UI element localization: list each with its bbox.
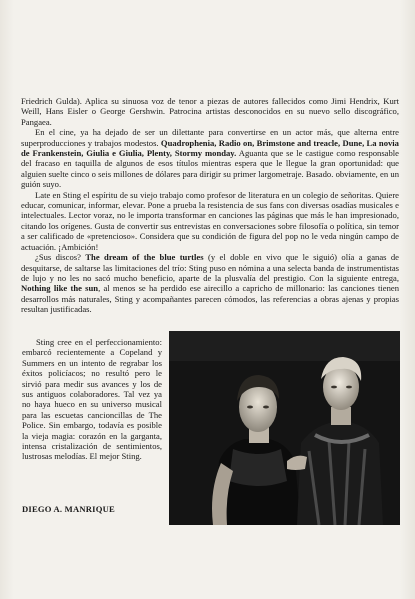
text-run: ¿Sus discos? bbox=[35, 252, 86, 263]
text-run: (y el doble en vivo que le siguió) olía a ganas de desquitarse, de saltarse las limitaciones del trío: Sting puso en nómina a una selecta banda de instrumentistas de lujo y no les no sacó mucho beneficio, aparte de la plusvalía del prestigio. Con la siguiente entrega, bbox=[21, 252, 399, 283]
sting-photograph bbox=[169, 331, 400, 525]
paragraph-4 bbox=[21, 252, 399, 314]
text-run: Late en Sting el espíritu de su viejo trabajo como profesor de literatura en un colegio de señoritas. Quiere educar, comunicar, informar, elevar. Pone a prueba la resistencia de sus fans con diversas osadías musicales e intelectuales. Lector voraz, no le importa transformar en canciones las páginas que más le han impresionado, citando los orígenes. Gusta de convertir sus entrevistas en conversaciones sobre filosofía o política, sin temor a ser calificado de «pretencioso». Considera que su condición de figura del pop no le veda ningún campo de actuación. ¡Ambición! bbox=[21, 189, 399, 252]
bold-title-run: Nothing like the sun bbox=[21, 283, 99, 294]
article-left-column bbox=[22, 337, 162, 462]
article-main-text bbox=[21, 96, 399, 315]
photo-illustration bbox=[169, 331, 400, 525]
author-signature: DIEGO A. MANRIQUE bbox=[22, 504, 115, 514]
bold-title-run: The dream of the blue turtles bbox=[85, 252, 204, 263]
text-run: En el cine, ya ha dejado de ser un dilettante para convertirse en un actor más, que alterna entre superproducciones y trabajos modestos. bbox=[21, 127, 399, 148]
text-run: Aguanta que se le castigue como responsable del fracaso en taquilla de algunos de esos títulos mientras espera que le llegue la gran oportunidad: que alguien suelte cinco o seis millones de dólares para dirigir su primer largometraje. Basado. obviamente, en un guión suyo. bbox=[21, 148, 399, 190]
text-run: , al menos se ha perdido ese airecillo a capricho de millonario: las canciones tienen desarrollos más naturales, Sting y acompañantes parecen cómodos, las referencias a obras ajenas y propias resultan justificadas. bbox=[21, 283, 399, 315]
paragraph-3 bbox=[21, 190, 399, 252]
left-column-paragraph: Sting cree en el perfeccionamiento: embarcó recientemente a Copeland y Summers en un intento de regrabar los éxitos policíacos; no resultó pero le sirvió para medir sus avances y los de sus antiguos colaboradores. Tal vez ya no haya hueco en su universo musical para las escuetas cancioncillas de The Police. Sin embargo, todavía es posible la vieja magia: corazón en la garganta, intensa cristalización de sentimientos, lustrosas melodías. El mejor Sting. bbox=[22, 337, 162, 462]
text-run: Friedrich Gulda). Aplica su sinuosa voz de tenor a piezas de autores fallecidos como Jimi Hendrix, Kurt Weill, Hans Eisler o George Gershwin. Patrocina artistas desconocidos en su nuevo sello discográfico, Pangaea. bbox=[21, 96, 399, 127]
paragraph-2 bbox=[21, 127, 399, 189]
bold-title-run: Quadrophenia, Radio on, Brimstone and treacle, Dune, La novia de Frankenstein, Giulia e Giulia, Plenty, Stormy monday. bbox=[21, 137, 399, 159]
paragraph-1 bbox=[21, 96, 399, 127]
